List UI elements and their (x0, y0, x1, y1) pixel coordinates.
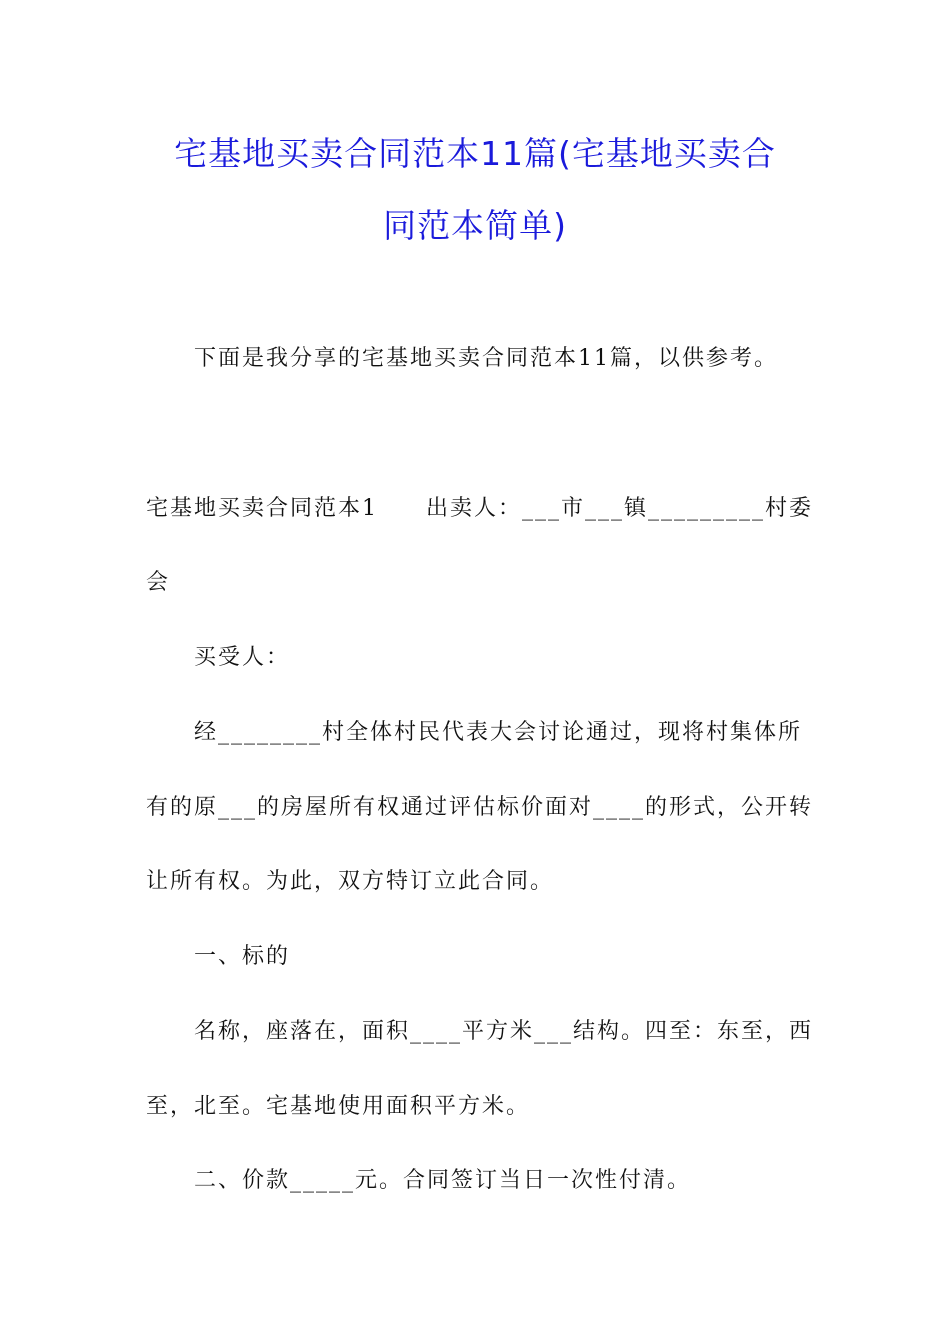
section-1-heading: 一、标的 (194, 944, 291, 969)
sample-heading: 宅基地买卖合同范本1 (146, 496, 378, 521)
seller-line-continuation: 会 (146, 570, 171, 595)
seller-line: 出卖人：___市___镇_________村委 (426, 496, 814, 521)
buyer-line: 买受人： (194, 645, 291, 670)
section-1-line-1: 名称，座落在，面积____平方米___结构。四至：东至，西 (194, 1019, 814, 1044)
section-1-line-2: 至，北至。宅基地使用面积平方米。 (146, 1094, 531, 1119)
contract-header-line (146, 494, 813, 524)
intro-paragraph: 下面是我分享的宅基地买卖合同范本11篇，以供参考。 (194, 346, 778, 371)
paragraph-1-line-1: 经________村全体村民代表大会讨论通过，现将村集体所 (194, 720, 803, 745)
document-title-line-2: 同范本简单) (383, 206, 567, 245)
paragraph-1-line-2: 有的原___的房屋所有权通过评估标价面对____的形式，公开转 (146, 795, 814, 820)
section-2-line: 二、价款_____元。合同签订当日一次性付清。 (194, 1168, 692, 1193)
paragraph-1-line-3: 让所有权。为此，双方特订立此合同。 (146, 869, 555, 894)
document-title-line-1: 宅基地买卖合同范本11篇(宅基地买卖合 (174, 134, 776, 173)
